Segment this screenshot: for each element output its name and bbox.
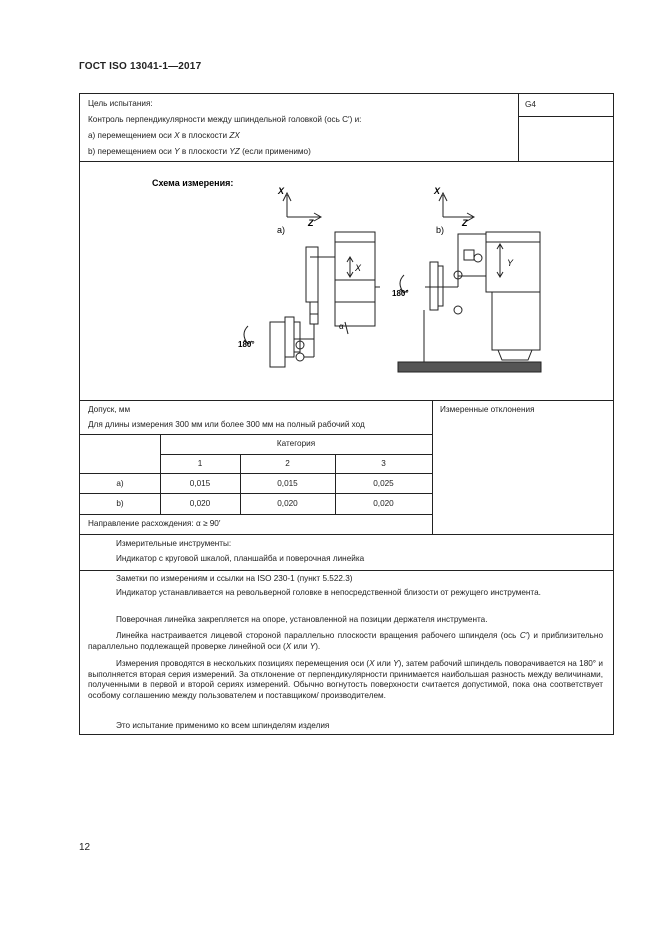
table-cell: 0,015 [277,479,298,488]
divider [80,570,613,571]
axis-x-label-b: X [434,186,441,196]
category-col-3: 3 [381,459,386,468]
instruments-label: Измерительные инструменты: [116,539,232,548]
axis-x-label: X [278,186,285,196]
test-sheet [79,93,614,735]
notes-paragraph: Линейка настраивается лицевой стороной параллельно плоскости вращения рабочего шпинделя (ось C′) и приблизительно параллельно подлежащей проверке линейной оси (X или Y). [88,631,603,651]
table-cell: 0,020 [373,499,394,508]
category-col-2: 2 [285,459,290,468]
base-plate [398,362,541,372]
test-code: G4 [525,100,536,109]
instruments-text: Индикатор с круговой шкалой, планшайба и поверочная линейка [116,554,365,563]
table-cell: 0,020 [277,499,298,508]
table-row-label: b) [116,499,124,508]
objective-label: Цель испытания: [88,99,153,108]
diagram-b-label: b) [436,225,445,235]
notes-paragraph: Поверочная линейка закрепляется на опоре, установленной на позиции держателя инструмента. [116,615,488,624]
notes-paragraph: Это испытание применимо ко всем шпинделям изделия [116,721,330,730]
table-cell: 0,015 [189,479,211,488]
angle-label-b: 180° [392,289,409,298]
divider [518,94,519,161]
page-number: 12 [79,842,91,853]
table-line [80,493,432,494]
axis-z-label-b: Z [462,218,468,228]
divergence-direction: Направление расхождения: α ≥ 90′ [88,519,221,528]
angle-label: 180° [238,340,255,349]
divider [518,116,614,117]
diagram-b [400,193,540,362]
notes-heading: Заметки по измерениям и ссылки на ISO 230-1 (пункт 5.522.3) [116,574,353,583]
axis-z-label: Z [308,218,314,228]
measurement-diagram [80,162,613,400]
diagram-a-label: a) [277,225,286,235]
notes-paragraph: Индикатор устанавливается на револьверной головке в непосредственной близости от режущего инструмента. [116,588,541,597]
table-line [80,514,432,515]
notes-paragraph: Измерения проводятся в нескольких позициях перемещения оси (X или Y), затем рабочий шпиндель поворачивается на 180° и выполняется вторая серия измерений. За отклонение от перпендикулярности принимается наибольшая разность между величинами, полученными в первой и второй сериях измерений. Обычно вогнутость поверхности считается допустимой, пока она соответствует особому соглашению между пользователем и поставщиком/ производителем. [88,659,603,700]
divider [80,534,613,535]
alpha-label: α [339,322,344,331]
objective-line2: a) перемещением оси X в плоскости ZX [88,131,240,140]
axis-y-label: Y [507,258,514,268]
objective-line3: b) перемещением оси Y в плоскости YZ (если применимо) [88,147,311,156]
divider [432,400,433,534]
objective-line1: Контроль перпендикулярности между шпиндельной головкой (ось C′) и: [88,115,362,124]
table-cell: 0,025 [373,479,394,488]
table-line [160,454,432,455]
tolerance-subtitle: Для длины измерения 300 мм или более 300 мм на полный рабочий ход [88,420,365,429]
document-header: ГОСТ ISO 13041-1—2017 [79,61,202,72]
category-label: Категория [276,439,316,448]
table-row-label: a) [116,479,124,488]
table-top-line [80,434,432,435]
table-line [80,473,432,474]
measured-deviations-label: Измеренные отклонения [440,405,535,414]
category-col-1: 1 [197,459,203,468]
table-cell: 0,020 [189,499,211,508]
axis-x-arrow-label: X [355,263,362,273]
tolerance-title: Допуск, мм [88,405,131,414]
divider [80,400,613,401]
diagram-title: Схема измерения: [152,178,234,188]
